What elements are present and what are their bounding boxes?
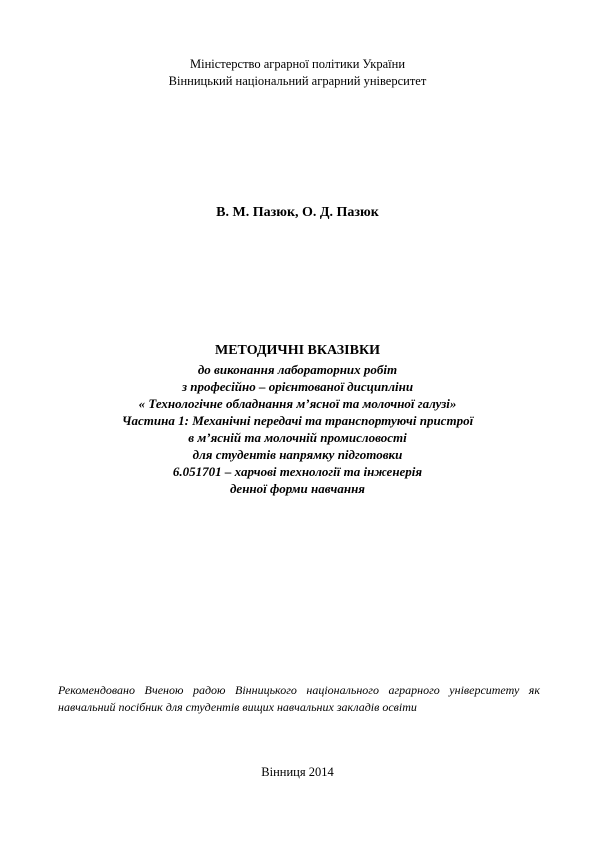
subtitle-line: Частина 1: Механічні передачі та транспортуючі пристрої: [121, 413, 474, 428]
city-year: Вінниця 2014: [261, 765, 334, 779]
subtitle-line: « Технологічне обладнання м’ясної та молочної галузі»: [138, 396, 457, 411]
subtitle-line: до виконання лабораторних робіт: [197, 362, 398, 377]
subtitle-line: денної форми навчання: [229, 481, 366, 496]
document-subtitle: [0, 361, 595, 497]
university-name: Вінницький національний аграрний університет: [168, 74, 427, 88]
subtitle-line: в м’ясній та молочній промисловості: [188, 430, 407, 445]
document-header: [0, 56, 595, 90]
subtitle-line: з професійно – орієнтованої дисципліни: [181, 379, 414, 394]
authors: В. М. Пазюк, О. Д. Пазюк: [216, 205, 379, 220]
subtitle-line: для студентів напрямку підготовки: [192, 447, 403, 462]
recommendation-note: Рекомендовано Вченою радою Вінницького національного аграрного університету як навчальний посібник для студентів вищих навчальних закладів освіти: [58, 683, 540, 714]
ministry-name: Міністерство аграрної політики України: [189, 57, 406, 71]
subtitle-line: 6.051701 – харчові технології та інженерія: [172, 464, 423, 479]
document-title: МЕТОДИЧНІ ВКАЗІВКИ: [215, 343, 380, 358]
